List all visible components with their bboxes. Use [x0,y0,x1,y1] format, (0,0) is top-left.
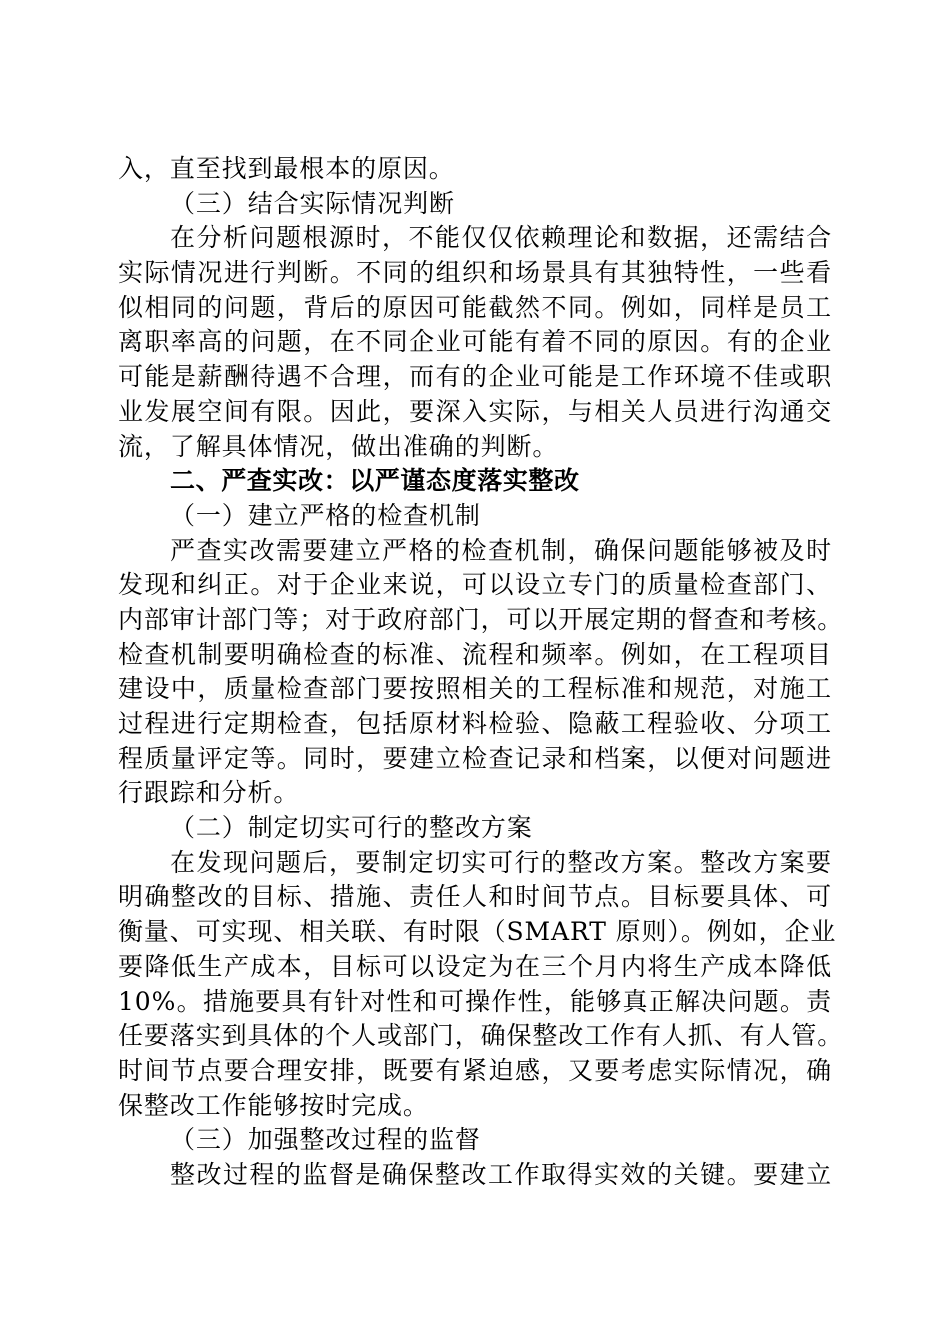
paragraph-line: 时间节点要合理安排，既要有紧迫感，又要考虑实际情况，确 [118,1055,832,1085]
paragraph-line: 内部审计部门等；对于政府部门，可以开展定期的督查和考核。 [118,604,844,634]
paragraph-line: 似相同的问题，背后的原因可能截然不同。例如，同样是员工 [118,292,832,322]
paragraph-line: 严查实改需要建立严格的检查机制，确保问题能够被及时 [170,535,832,565]
section-heading: 二、严查实改：以严谨态度落实整改 [170,466,580,496]
paragraph-line: 程质量评定等。同时，要建立检查记录和档案，以便对问题进 [118,743,832,773]
paragraph-line: 明确整改的目标、措施、责任人和时间节点。目标要具体、可 [118,882,832,912]
paragraph-line: 保整改工作能够按时完成。 [118,1090,429,1120]
paragraph-line: 发现和纠正。对于企业来说，可以设立专门的质量检查部门、 [118,570,832,600]
paragraph-line: 在发现问题后，要制定切实可行的整改方案。整改方案要 [170,847,832,877]
sub-heading: （一）建立严格的检查机制 [170,500,481,530]
paragraph-line: 过程进行定期检查，包括原材料检验、隐蔽工程验收、分项工 [118,709,832,738]
paragraph-line: 行跟踪和分析。 [118,778,300,808]
paragraph-line: 整改过程的监督是确保整改工作取得实效的关键。要建立 [170,1159,832,1189]
paragraph-line: 流，了解具体情况，做出准确的判断。 [118,431,559,461]
sub-heading: （三）加强整改过程的监督 [170,1125,481,1155]
paragraph-line: 10%。措施要具有针对性和可操作性，能够真正解决问题。责 [118,986,832,1016]
paragraph-line: 检查机制要明确检查的标准、流程和频率。例如，在工程项目 [118,639,832,669]
paragraph-line: 建设中，质量检查部门要按照相关的工程标准和规范，对施工 [118,674,832,704]
document-body [118,152,844,1193]
paragraph-line: 入，直至找到最根本的原因。 [118,154,455,183]
paragraph-line: 实际情况进行判断。不同的组织和场景具有其独特性，一些看 [118,258,832,288]
paragraph-line: 任要落实到具体的个人或部门，确保整改工作有人抓、有人管。 [118,1021,844,1051]
paragraph-line: 可能是薪酬待遇不合理，而有的企业可能是工作环境不佳或职 [118,362,832,392]
paragraph-line: 在分析问题根源时，不能仅仅依赖理论和数据，还需结合 [170,223,832,253]
sub-heading: （三）结合实际情况判断 [170,188,455,218]
paragraph-line: 衡量、可实现、相关联、有时限（SMART 原则）。例如，企业 [118,917,837,947]
paragraph-line: 要降低生产成本，目标可以设定为在三个月内将生产成本降低 [118,951,832,981]
sub-heading: （二）制定切实可行的整改方案 [170,813,533,843]
paragraph-line: 业发展空间有限。因此，要深入实际，与相关人员进行沟通交 [118,396,832,426]
paragraph-line: 离职率高的问题，在不同企业可能有着不同的原因。有的企业 [118,327,832,357]
